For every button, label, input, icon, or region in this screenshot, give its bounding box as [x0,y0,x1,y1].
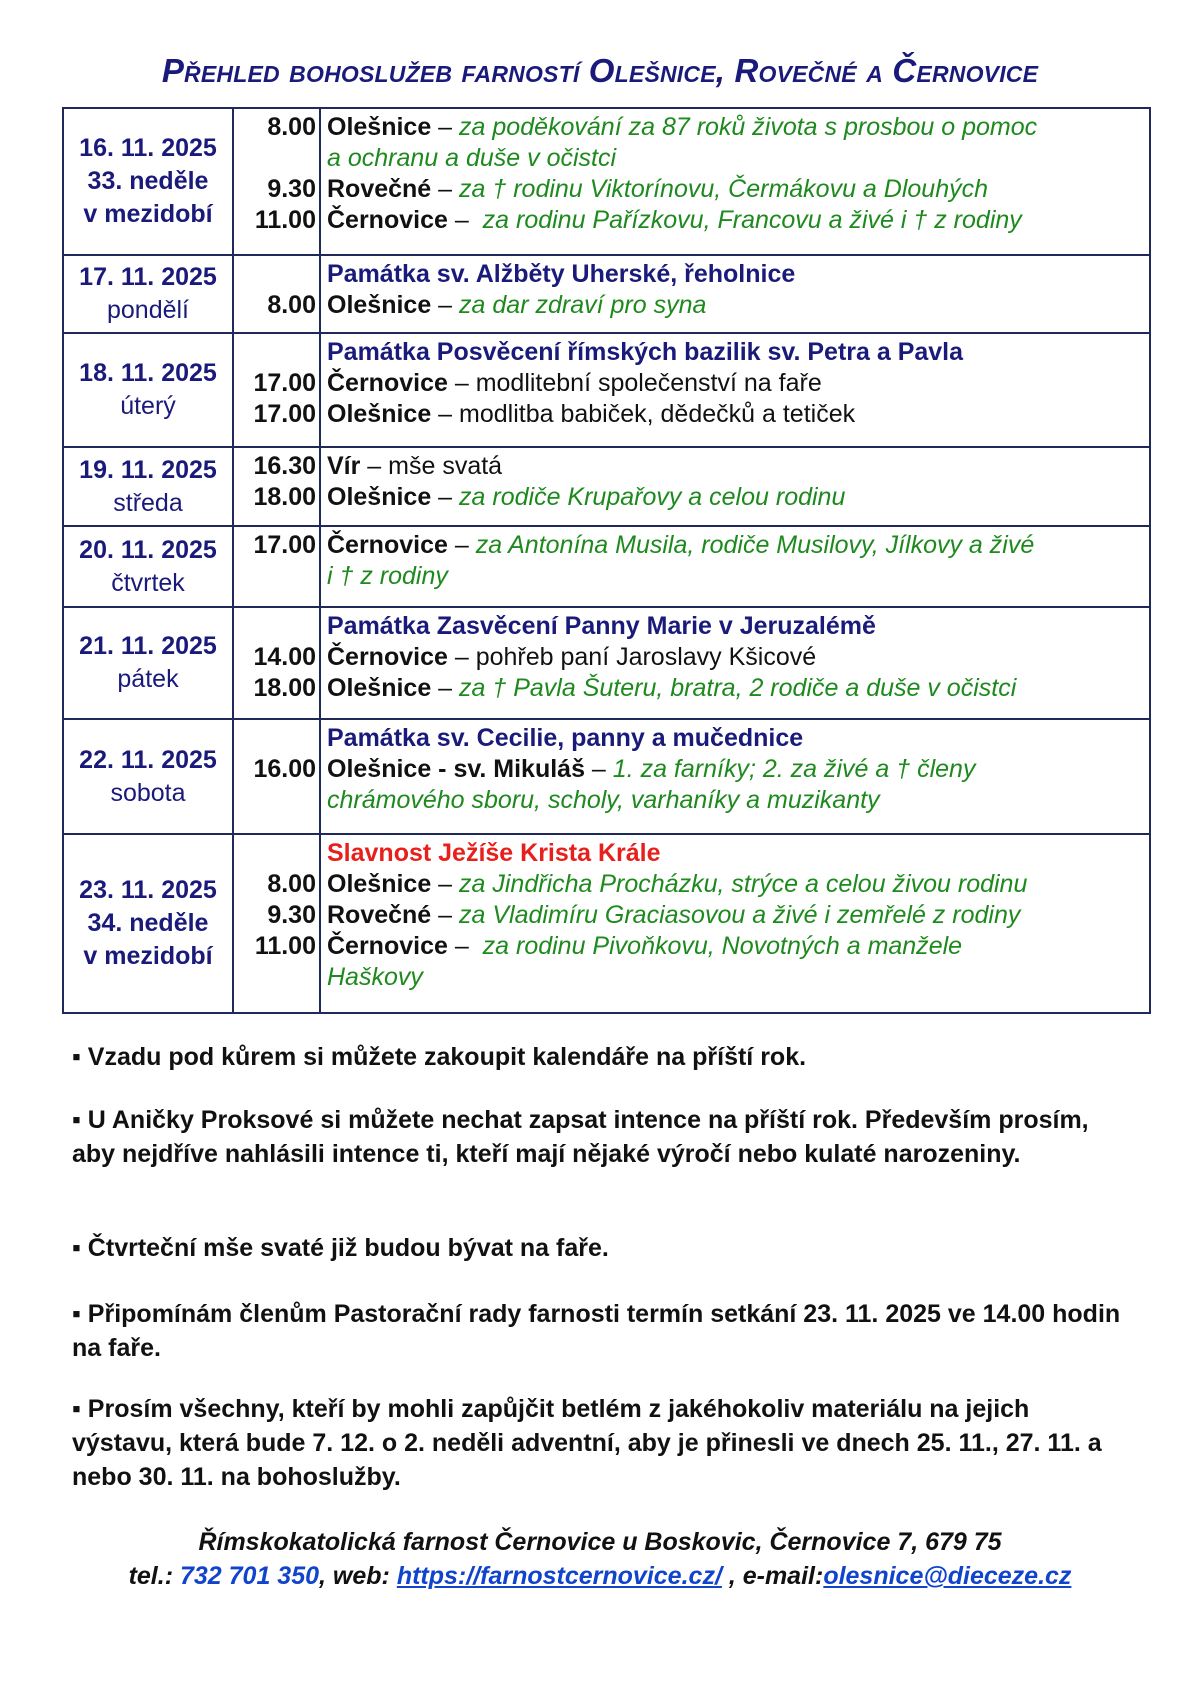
date: 20. 11. 2025 [79,535,217,564]
day-row [63,255,1150,333]
feast-name: Památka sv. Cecilie, panny a mučednice [327,724,804,752]
content-cell [320,255,1150,333]
schedule-line [327,930,1149,961]
place: Rovečné [327,175,432,203]
feast-name: Památka sv. Alžběty Uherské, řeholnice [327,260,796,288]
schedule-line [327,529,1149,560]
date-cell [63,333,233,447]
day-row [63,526,1150,607]
time: 8.00 [267,113,316,141]
place: Olešnice [327,483,432,511]
intention: 1. za farníky; 2. za živé a † členy [612,755,976,783]
event: modlitební společenství na faře [475,369,822,397]
date-cell [63,607,233,719]
time [234,784,316,815]
time-cell [233,607,320,719]
schedule-line [327,367,1149,398]
separator: – [447,531,476,559]
date: 18. 11. 2025 [79,359,217,387]
time: 16.30 [253,452,316,480]
time [234,142,316,173]
schedule-line [327,672,1149,703]
date-cell [63,526,233,607]
weekday: čtvrtek [111,568,185,597]
content-cell [320,607,1150,719]
place: Olešnice - sv. Mikuláš [327,755,585,783]
place: Černovice [327,643,448,671]
weekday: pátek [117,665,179,693]
time: 18.00 [253,483,316,511]
day-row [63,607,1150,719]
web-link[interactable]: https://farnostcernovice.cz/ [396,1562,722,1590]
time [234,722,316,753]
time: 8.00 [267,870,316,898]
solemnity-name: Slavnost Ježíše Krista Krále [327,839,661,867]
liturgical-day: 33. neděle [87,167,209,195]
schedule-line [327,258,1149,289]
schedule-line [327,753,1149,784]
place: Rovečné [327,901,432,929]
date-cell [63,719,233,834]
schedule-line [327,142,1149,173]
intention: za Antonína Musila, rodiče Musilovy, Jílkovy a živé [475,531,1035,559]
time: 16.00 [253,755,316,783]
liturgical-day: v mezidobí [83,200,213,228]
time [234,837,316,868]
time: 17.00 [253,531,316,559]
day-row [63,834,1150,1013]
page-title: Přehled bohoslužeb farností Olešnice, Rovečné a Černovice [161,52,1039,89]
schedule-line [327,173,1149,204]
intention: za Jindřicha Procházku, strýce a celou živou rodinu [459,870,1028,898]
schedule-line [327,289,1149,320]
announcement: ▪ Čtvrteční mše svaté již budou bývat na faře. [72,1234,609,1262]
place: Černovice [327,206,448,234]
time: 11.00 [254,932,316,960]
schedule-line [327,336,1149,367]
announcement: ▪ U Aničky Proksové si můžete nechat zapsat intence na příští rok. Především prosím, aby nejdříve nahlásili intence ti, kteří mají nějaké výročí nebo kulaté narozeniny. [72,1106,1089,1168]
date: 16. 11. 2025 [79,134,217,162]
place: Olešnice [327,674,432,702]
content-cell [320,719,1150,834]
time: 9.30 [267,175,316,203]
weekday: pondělí [106,296,190,324]
intention: chrámového sboru, scholy, varhaníky a muzikanty [327,786,880,814]
day-row [63,447,1150,526]
event: mše svatá [388,452,503,480]
separator: – [431,291,460,319]
phone-number: 732 701 350 [179,1562,320,1590]
intention: za rodinu Pařízkovu, Francovu a živé i † z rodiny [482,206,1022,234]
date: 21. 11. 2025 [79,632,217,660]
separator: – [431,400,460,428]
schedule-line [327,560,1149,591]
email-link[interactable]: olesnice@dieceze.cz [823,1562,1072,1590]
time: 9.30 [267,901,316,929]
intention: za dar zdraví pro syna [459,291,707,319]
date-cell [63,255,233,333]
date: 19. 11. 2025 [79,455,217,484]
intention: za † Pavla Šuteru, bratra, 2 rodiče a duše v očistci [459,674,1017,702]
intention: Haškovy [327,963,423,991]
time [234,961,316,992]
date-cell [63,447,233,526]
schedule-line [327,784,1149,815]
time: 8.00 [267,291,316,319]
intention: a ochranu a duše v očistci [327,144,617,172]
date: 23. 11. 2025 [79,876,217,904]
announcement: ▪ Prosím všechny, kteří by mohli zapůjčit betlém z jakéhokoliv materiálu na jejich výstavu, která bude 7. 12. o 2. neděli adventní, aby je přinesli ve dnech 25. 11., 27. 11. a nebo 30. 11. na bohoslužby. [72,1395,1102,1491]
time: 17.00 [253,369,316,397]
intention: za rodinu Pivoňkovu, Novotných a manžele [482,932,963,960]
time-cell [233,333,320,447]
date-cell [63,834,233,1013]
separator: – [447,643,476,671]
schedule-line [327,722,1149,753]
place: Černovice [327,932,448,960]
date-cell [63,108,233,255]
place: Černovice [327,531,448,559]
place: Vír [327,452,361,480]
feast-name: Památka Posvěcení římských bazilik sv. Petra a Pavla [327,338,964,366]
schedule-line [327,641,1149,672]
schedule-line [327,398,1149,429]
time-cell [233,447,320,526]
place: Olešnice [327,870,432,898]
content-cell [320,333,1150,447]
day-row [63,108,1150,255]
footer [0,1525,1200,1593]
event: modlitba babiček, dědečků a tetiček [459,400,856,428]
content-cell [320,834,1150,1013]
separator: – [584,755,613,783]
place: Černovice [327,369,448,397]
schedule-line [327,961,1149,992]
separator: – [431,175,460,203]
feast-name: Památka Zasvěcení Panny Marie v Jeruzalémě [327,612,876,640]
time: 18.00 [253,674,316,702]
place: Olešnice [327,400,432,428]
intention: za rodiče Krupařovy a celou rodinu [459,483,846,511]
schedule-line [327,111,1149,142]
schedule-line [327,204,1149,235]
place: Olešnice [327,113,432,141]
time-cell [233,719,320,834]
separator: – [447,932,483,960]
content-cell [320,108,1150,255]
place: Olešnice [327,291,432,319]
liturgical-day: v mezidobí [83,942,213,970]
time [234,336,316,367]
footer-address: Římskokatolická farnost Černovice u Boskovic, Černovice 7, 679 75 [198,1528,1002,1556]
announcement: ▪ Připomínám členům Pastorační rady farnosti termín setkání 23. 11. 2025 ve 14.00 hodin na faře. [72,1300,1121,1362]
separator: – [447,206,483,234]
schedule-line [327,610,1149,641]
schedule-line [327,837,1149,868]
event: pohřeb paní Jaroslavy Kšicové [475,643,817,671]
content-cell [320,447,1150,526]
weekday: úterý [120,392,176,420]
schedule-table [62,107,1151,1014]
schedule-line [327,868,1149,899]
schedule-line [327,481,1149,512]
time-cell [233,255,320,333]
separator: – [431,870,460,898]
weekday: sobota [110,778,186,807]
separator: – [431,674,460,702]
time-cell [233,834,320,1013]
footer-contact: tel.: 732 701 350, web: https://farnostcernovice.cz/ , e-mail:olesnice@dieceze.cz [128,1562,1072,1590]
intention: i † z rodiny [327,562,448,590]
separator: – [360,452,389,480]
intention: za poděkování za 87 roků života s prosbou o pomoc [459,113,1038,141]
time [234,560,316,591]
date: 22. 11. 2025 [79,745,217,774]
separator: – [447,369,476,397]
intention: za † rodinu Viktorínovu, Čermákovu a Dlouhých [459,175,988,203]
schedule-line [327,899,1149,930]
time: 11.00 [254,206,316,234]
date: 17. 11. 2025 [79,263,217,291]
weekday: středa [113,488,183,517]
schedule-line [327,450,1149,481]
time [234,610,316,641]
separator: – [431,483,460,511]
time [234,258,316,289]
day-row [63,333,1150,447]
day-row [63,719,1150,834]
separator: – [431,113,460,141]
intention: za Vladimíru Graciasovou a živé i zemřelé z rodiny [459,901,1021,929]
time-cell [233,108,320,255]
separator: – [431,901,460,929]
liturgical-day: 34. neděle [87,909,209,937]
time-cell [233,526,320,607]
time: 17.00 [253,400,316,428]
time: 14.00 [253,643,316,671]
content-cell [320,526,1150,607]
announcement: ▪ Vzadu pod kůrem si můžete zakoupit kalendáře na příští rok. [72,1043,807,1071]
